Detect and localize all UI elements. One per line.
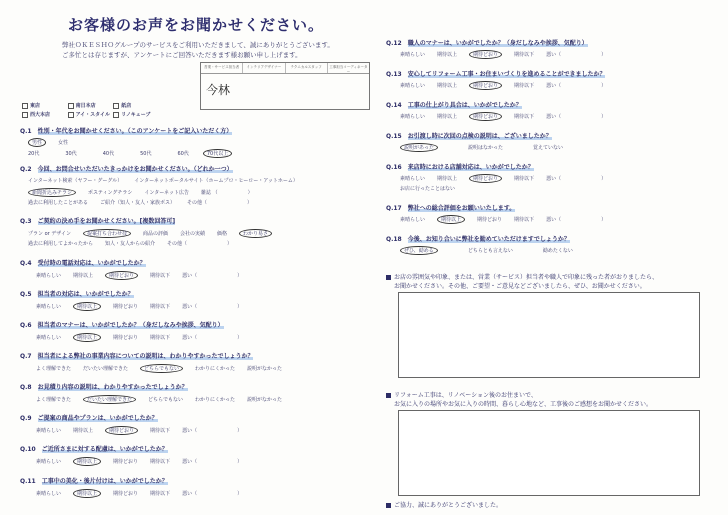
checkbox-icon[interactable] (22, 112, 28, 118)
option-other[interactable]: その他（ (187, 200, 208, 206)
question-10: Q.10 ご近所さまに対する配慮は、いかがでしたか？ (20, 446, 168, 453)
option-above[interactable]: 期待以上 (73, 457, 101, 466)
question-16: Q.16 来店時における店舗対応は、いかがでしたか？ (386, 164, 534, 171)
paren-close: ） (237, 304, 243, 310)
option-internet-ad[interactable]: インターネット広告 (144, 190, 189, 196)
option-no-explanation[interactable]: 説明がなかった (247, 366, 283, 372)
q16-options (400, 174, 618, 183)
option-below[interactable]: 期待以下 (150, 459, 171, 465)
option-bad[interactable]: 悪い（ (182, 459, 198, 465)
checkbox-icon[interactable] (68, 103, 74, 109)
option-bad[interactable]: 悪い（ (546, 83, 562, 89)
option-20s[interactable]: 20代 (28, 151, 40, 157)
comment2-textarea[interactable] (398, 410, 700, 496)
option-30s[interactable]: 30代 (65, 151, 77, 157)
intro-line-1: 弊社ＯＫＥＳＨＯグループのサービスをご利用いただきまして、誠にありがとうございます。 (62, 41, 334, 49)
paren-close: ） (237, 335, 243, 341)
option-below[interactable]: 期待以下 (150, 304, 171, 310)
q1-age-options (28, 149, 244, 158)
option-posting-flyer[interactable]: ポスティングチラシ (88, 190, 133, 196)
question-2: Q.2 今回、お問合せいただいたきっかけをお聞かせください。（どれか一つ） (20, 166, 233, 173)
comment1-textarea[interactable] (398, 292, 700, 378)
option-referral[interactable]: ご紹介（知人・友人・家族ボス） (100, 200, 176, 206)
comment1-prompt-line1: お店の雰囲気や印象、または、営業（サービス）担当者や職人で印象に残った者がおりましたら、 (386, 272, 658, 281)
intro-line-2: ご多忙とは存じますが、アンケートにご回答いただきます様お願い申し上げます。 (62, 51, 302, 59)
q18-options (400, 246, 585, 255)
option-below[interactable]: 期待以下 (150, 491, 171, 497)
option-bad[interactable]: 悪い（ (546, 52, 562, 58)
question-11: Q.11 工事中の美化・後片付けは、いかがでしたか？ (20, 478, 168, 485)
option-excellent[interactable]: 素晴らしい (400, 176, 426, 182)
option-as-expected[interactable]: 期待どおり (469, 81, 502, 90)
store-label: 西大本店 (30, 112, 51, 118)
option-excellent[interactable]: 素晴らしい (36, 335, 62, 341)
option-track-record[interactable]: 会社の実績 (179, 231, 205, 237)
option-as-expected[interactable]: 期待どおり (113, 335, 139, 341)
q17-options (400, 215, 618, 224)
page-title: お客様のお声をお聞かせください。 (68, 16, 325, 34)
question-3: Q.3 ご契約の決め手をお聞かせください。[複数回答可] (20, 218, 176, 225)
question-12: Q.12 職人のマナーは、いかがでしたか？（身だしなみや挨拶、気配り） (386, 40, 588, 47)
q8-options (36, 395, 294, 404)
option-excellent[interactable]: 素晴らしい (400, 114, 426, 120)
option-undecided[interactable]: どちらとも言えない (467, 248, 513, 254)
question-13: Q.13 安心してリフォーム工事・お住まいづくりを進めることができましたか？ (386, 71, 606, 78)
option-bad[interactable]: 悪い（ (546, 217, 562, 223)
checkbox-icon[interactable] (113, 103, 119, 109)
q2-options-2 (28, 188, 265, 197)
option-dont-remember[interactable]: 覚えていない (532, 145, 563, 151)
store-label: 紙店 (121, 103, 132, 109)
option-below[interactable]: 期待以下 (514, 114, 535, 120)
option-above[interactable]: 期待以上 (437, 114, 458, 120)
option-below[interactable]: 期待以下 (514, 83, 535, 89)
option-below[interactable]: 期待以下 (150, 335, 171, 341)
option-above[interactable]: 期待以上 (73, 302, 101, 311)
paren-close: ） (237, 428, 243, 434)
option-other[interactable]: その他（ (167, 241, 188, 247)
option-used-before[interactable]: 過去に利用したことがある (28, 200, 89, 206)
option-as-expected[interactable]: 期待どおり (105, 271, 138, 280)
question-8: Q.8 お見積り内容の説明は、わかりやすかったでしょうか？ (20, 384, 188, 391)
q9-options (36, 426, 254, 435)
paren-close: ） (601, 83, 607, 89)
question-14: Q.14 工事の仕上がり具合は、いかがでしたか？ (386, 102, 522, 109)
paren-close: ） (247, 190, 253, 196)
question-6: Q.6 担当者のマナーは、いかがでしたか？（身だしなみや挨拶、気配り） (20, 322, 224, 329)
question-18: Q.18 今後、お知り合いに弊社を勧めていただけますでしょうか？ (386, 236, 570, 243)
option-bad[interactable]: 悪い（ (546, 114, 562, 120)
comment1-prompt-line2: お聞かせください。その他、ご要望・ご意見などございましたら、ぜひ、お聞かせください。 (394, 283, 646, 290)
store-label: アイ・スタイル (75, 112, 111, 118)
option-male[interactable]: 男性 (28, 138, 46, 147)
q7-options (36, 364, 294, 373)
q1-options (28, 138, 80, 147)
option-excellent[interactable]: 素晴らしい (400, 217, 426, 223)
option-internet-search[interactable]: インターネット検索（ヤフー・グーグル） (28, 178, 123, 184)
comment2-prompt-line2: お気に入りの場所やお気に入りの時間、暮らし心地など、工事後のご感想をお聞かせください。 (394, 401, 653, 408)
option-clarity[interactable]: わかり易さ (239, 229, 272, 238)
paren-close: ） (237, 273, 243, 279)
option-not-explained[interactable]: 説明はなかった (467, 145, 503, 151)
option-product[interactable]: 商品の評価 (142, 231, 168, 237)
option-60s[interactable]: 60代 (177, 151, 189, 157)
option-excellent[interactable]: 素晴らしい (36, 491, 62, 497)
option-bad[interactable]: 悪い（ (182, 335, 198, 341)
option-above[interactable]: 期待以上 (73, 273, 94, 279)
question-15: Q.15 お引渡し時に次回の点検の説明は、ございましたか？ (386, 133, 552, 140)
question-1: Q.1 性別・年代をお聞かせください。（このアンケートをご記入いただく方） (20, 128, 233, 135)
option-as-expected[interactable]: 期待どおり (477, 217, 503, 223)
question-5: Q.5 担当者の対応は、いかがでしたか？ (20, 291, 134, 298)
paren-close: ） (247, 200, 253, 206)
option-as-expected[interactable]: 期待どおり (469, 174, 502, 183)
option-hard-to-understand[interactable]: わかりにくかった (194, 397, 235, 403)
option-plan-design[interactable]: プラン or デザイン (28, 231, 71, 237)
store-label: 東店 (30, 103, 41, 109)
q3-options-1 (28, 229, 284, 238)
option-above[interactable]: 期待以上 (73, 333, 101, 342)
option-above[interactable]: 期待以上 (437, 176, 458, 182)
staff-header-sales: 営業・サービス担当者 (201, 63, 243, 73)
option-bad[interactable]: 悪い（ (182, 428, 198, 434)
option-50s[interactable]: 50代 (140, 151, 152, 157)
option-excellent[interactable]: 素晴らしい (36, 459, 62, 465)
question-4: Q.4 受付時の電話対応は、いかがでしたか？ (20, 260, 146, 267)
checkbox-icon[interactable] (113, 112, 119, 118)
q2-options-1 (28, 177, 310, 184)
staff-header-technical: テクニカルスタッフ (286, 63, 328, 73)
option-70s[interactable]: 70代以上 (203, 149, 232, 158)
square-bullet-icon (386, 393, 391, 398)
option-40s[interactable]: 40代 (102, 151, 115, 157)
paren-close: ） (237, 491, 243, 497)
option-mostly-understood[interactable]: だいたい理解できた (83, 366, 129, 372)
q13-options (400, 81, 618, 90)
option-explained[interactable]: 説明があった (400, 143, 438, 152)
q14-options (400, 112, 618, 121)
option-as-expected[interactable]: 期待どおり (469, 50, 502, 59)
staff-header-interior: インテリアデザイナー (243, 63, 285, 73)
q2-options-3 (28, 199, 264, 206)
option-neutral[interactable]: どちらでもない (140, 364, 183, 373)
option-magazine[interactable]: 雑誌 （ (200, 190, 218, 196)
option-bad[interactable]: 悪い（ (182, 304, 198, 310)
option-above[interactable]: 期待以上 (437, 83, 458, 89)
paren-close: ） (601, 217, 607, 223)
q10-options (36, 457, 254, 466)
option-below[interactable]: 期待以下 (514, 217, 535, 223)
square-bullet-icon (386, 275, 391, 280)
option-recommend[interactable]: ぜひ、勧める (400, 246, 438, 255)
paren-close: ） (227, 241, 233, 247)
checkbox-icon[interactable] (68, 112, 74, 118)
store-label: 南日本店 (75, 103, 96, 109)
staff-name: 今林 (206, 83, 231, 97)
q4-options (36, 271, 254, 280)
paren-close: ） (601, 176, 607, 182)
option-excellent[interactable]: 素晴らしい (36, 273, 62, 279)
option-above[interactable]: 期待以上 (73, 428, 94, 434)
option-as-expected[interactable]: 期待どおり (113, 459, 139, 465)
q6-options (36, 333, 254, 342)
option-understood-well[interactable]: よく理解できた (36, 366, 72, 372)
option-understood-well[interactable]: よく理解できた (36, 397, 72, 403)
option-below[interactable]: 期待以下 (514, 52, 535, 58)
option-below[interactable]: 期待以下 (150, 428, 171, 434)
staff-box (200, 62, 370, 110)
option-bad[interactable]: 悪い（ (546, 176, 562, 182)
option-bad[interactable]: 悪い（ (182, 273, 198, 279)
option-as-expected[interactable]: 期待どおり (113, 304, 139, 310)
option-as-expected[interactable]: 期待どおり (113, 491, 139, 497)
option-excellent[interactable]: 素晴らしい (36, 428, 62, 434)
store-row-1 (22, 102, 203, 109)
question-17: Q.17 弊社への総合評価をお願いいたします。 (386, 205, 516, 212)
comment2-prompt-line1: リフォーム工事は、リノベーション後のお住まいで、 (386, 390, 537, 399)
option-below[interactable]: 期待以下 (150, 273, 171, 279)
paren-close: ） (237, 459, 243, 465)
option-mostly-understood[interactable]: だいたい理解できた (83, 395, 136, 404)
square-bullet-icon (386, 503, 391, 508)
question-7: Q.7 担当者による弊社の事業内容についての説明は、わかりやすかったでしょうか？ (20, 353, 254, 360)
option-above[interactable]: 期待以上 (437, 52, 458, 58)
option-as-expected[interactable]: 期待どおり (105, 426, 138, 435)
q16-options-2 (400, 185, 467, 192)
option-hard-to-understand[interactable]: わかりにくかった (194, 366, 235, 372)
option-not-recommend[interactable]: 勧めたくない (542, 248, 573, 254)
option-price[interactable]: 価格 (217, 231, 228, 237)
q11-options (36, 489, 254, 498)
checkbox-icon[interactable] (22, 103, 28, 109)
option-past-use[interactable]: 過去に利用してよかったから (28, 241, 94, 247)
thanks-message: ご協力、誠にありがとうございました。 (386, 500, 502, 509)
store-label: リノキューブ (121, 112, 151, 118)
paren-close: ） (601, 52, 607, 58)
option-bad[interactable]: 悪い（ (182, 491, 198, 497)
option-above[interactable]: 期待以上 (437, 215, 465, 224)
store-row-2 (22, 111, 203, 118)
option-excellent[interactable]: 素晴らしい (400, 83, 426, 89)
option-excellent[interactable]: 素晴らしい (400, 52, 426, 58)
option-friend-referral[interactable]: 知人・友人からの紹介 (105, 241, 156, 247)
option-female[interactable]: 女性 (58, 140, 69, 146)
option-newspaper-flyer[interactable]: 新聞折込みチラシ (28, 188, 76, 197)
q5-options (36, 302, 254, 311)
option-portal-site[interactable]: インターネットポータルサイト（ホームプロ・ヒーロー・アットホーム） (134, 178, 298, 184)
option-no-explanation[interactable]: 説明がなかった (247, 397, 283, 403)
paren-close: ） (601, 114, 607, 120)
option-neutral[interactable]: どちらでもない (148, 397, 183, 403)
q3-options-2 (28, 240, 244, 247)
q15-options (400, 143, 575, 152)
staff-header-coordinator: 工事担当コーディネーター (329, 65, 368, 74)
option-below[interactable]: 期待以下 (514, 176, 535, 182)
option-above[interactable]: 期待以上 (73, 489, 101, 498)
question-9: Q.9 ご提案の商品やプランは、いかがでしたか？ (20, 415, 158, 422)
q12-options (400, 50, 618, 59)
option-never-visited[interactable]: お店に行ったことはない (400, 186, 456, 192)
option-as-expected[interactable]: 期待どおり (469, 112, 502, 121)
option-proposal[interactable]: 提案打ち合わせ技 (83, 229, 131, 238)
option-excellent[interactable]: 素晴らしい (36, 304, 62, 310)
